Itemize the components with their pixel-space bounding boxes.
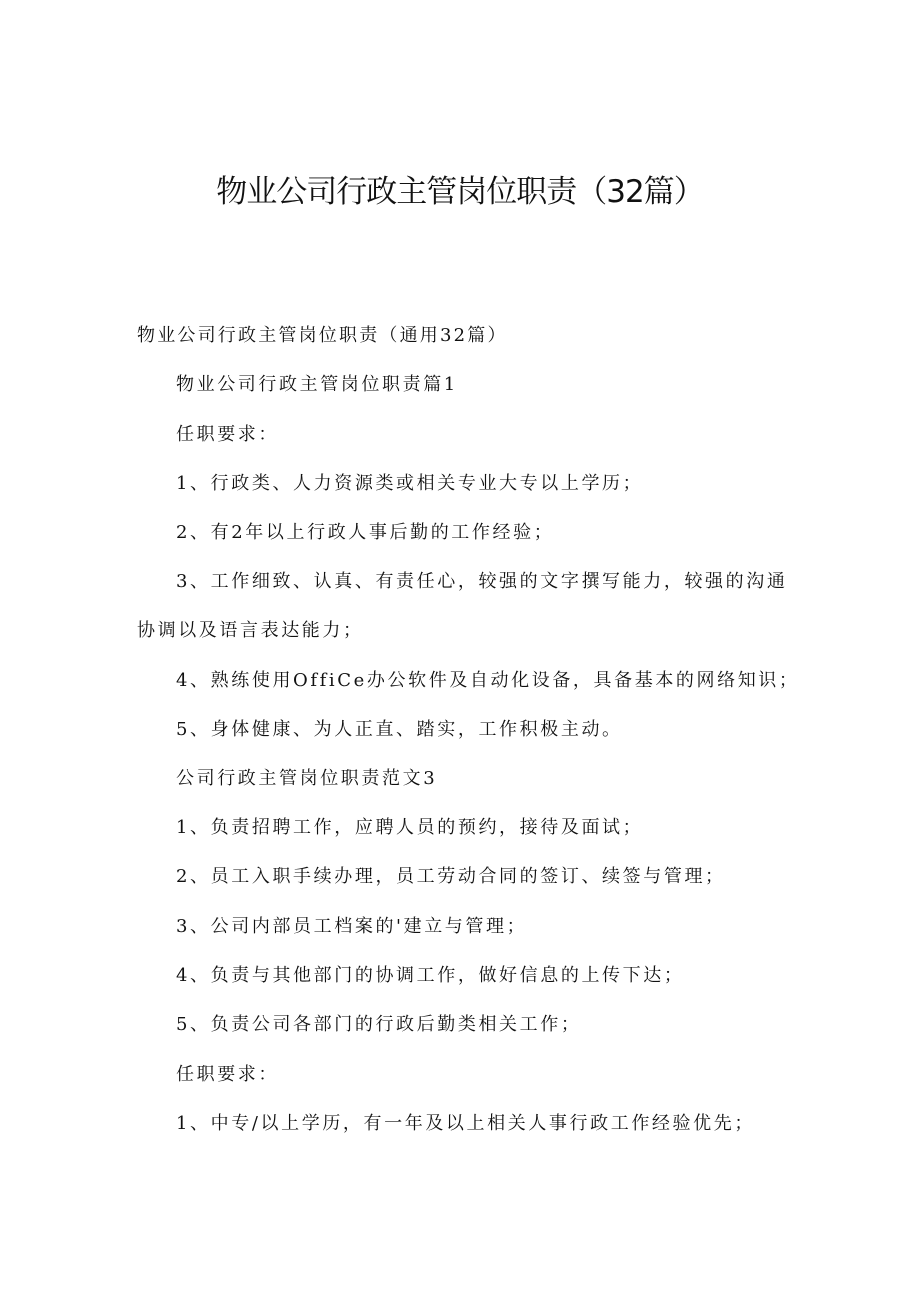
section-heading-1: 物业公司行政主管岗位职责篇1 [176, 374, 458, 395]
list-item-continuation: 协调以及语言表达能力； [137, 620, 364, 641]
list-item: 4、熟练使用OffiCe办公软件及自动化设备，具备基本的网络知识； [176, 670, 800, 691]
list-item: 5、负责公司各部门的行政后勤类相关工作； [176, 1014, 582, 1035]
list-item: 3、公司内部员工档案的'建立与管理； [176, 916, 528, 937]
requirements-label-2: 任职要求： [176, 1064, 279, 1085]
list-item: 3、工作细致、认真、有责任心，较强的文字撰写能力，较强的沟通 [176, 571, 788, 592]
section-heading-2: 公司行政主管岗位职责范文3 [176, 768, 438, 789]
list-item: 1、负责招聘工作，应聘人员的预约，接待及面试； [176, 817, 644, 838]
list-item: 5、身体健康、为人正直、踏实，工作积极主动。 [176, 719, 623, 740]
list-item: 1、行政类、人力资源类或相关专业大专以上学历； [176, 473, 644, 494]
list-item: 4、负责与其他部门的协调工作，做好信息的上传下达； [176, 965, 685, 986]
list-item: 2、员工入职手续办理，员工劳动合同的签订、续签与管理； [176, 866, 726, 887]
document-heading: 物业公司行政主管岗位职责（通用32篇） [137, 325, 508, 346]
list-item: 1、中专/以上学历，有一年及以上相关人事行政工作经验优先； [176, 1113, 755, 1134]
requirements-label-1: 任职要求： [176, 424, 279, 445]
list-item: 2、有2年以上行政人事后勤的工作经验； [176, 522, 555, 543]
document-title: 物业公司行政主管岗位职责（32篇） [216, 174, 704, 210]
